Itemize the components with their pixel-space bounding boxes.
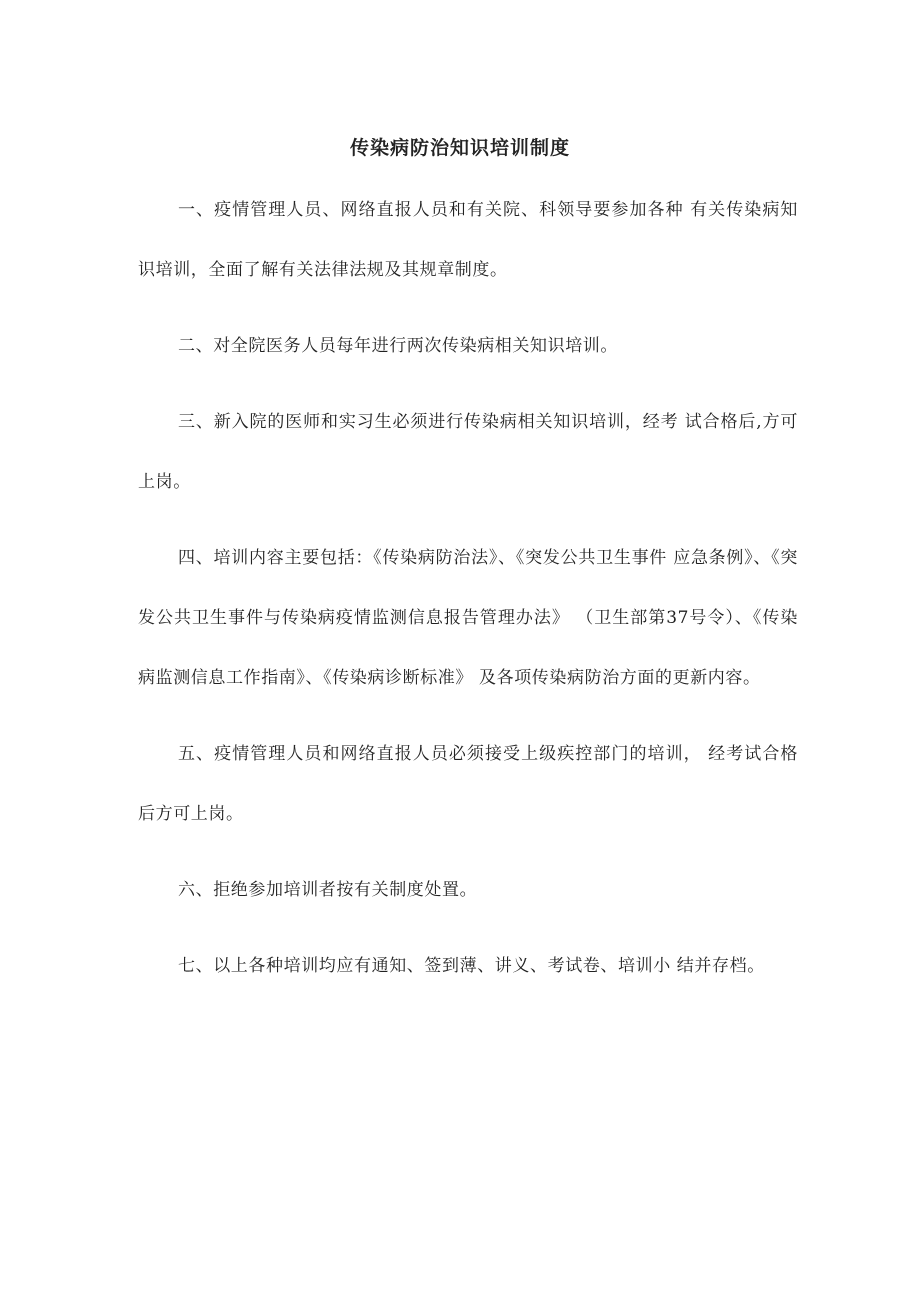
document-body <box>138 180 798 1012</box>
paragraph-3: 三、新入院的医师和实习生必须进行传染病相关知识培训，经考 试合格后,方可上岗。 <box>138 412 798 492</box>
paragraph-2: 二、对全院医务人员每年进行两次传染病相关知识培训。 <box>178 336 618 356</box>
paragraph-6: 六、拒绝参加培训者按有关制度处置。 <box>178 880 478 900</box>
paragraph-4: 四、培训内容主要包括：《传染病防治法》、《突发公共卫生事件 应急条例》、《突发公共卫生事件与传染病疫情监测信息报告管理办法》 （卫生部第37号令）、《传染病监测信息工作指南》、《传染病诊断标准》 及各项传染病防治方面的更新内容。 <box>138 548 798 688</box>
document-title: 传染病防治知识培训制度 <box>349 137 570 159</box>
paragraph-1: 一、疫情管理人员、网络直报人员和有关院、科领导要参加各种 有关传染病知识培训，全面了解有关法律法规及其规章制度。 <box>138 200 798 280</box>
paragraph-5: 五、疫情管理人员和网络直报人员必须接受上级疾控部门的培训， 经考试合格后方可上岗。 <box>138 744 798 824</box>
paragraph-7: 七、以上各种培训均应有通知、签到薄、讲义、考试卷、培训小 结并存档。 <box>178 956 765 976</box>
